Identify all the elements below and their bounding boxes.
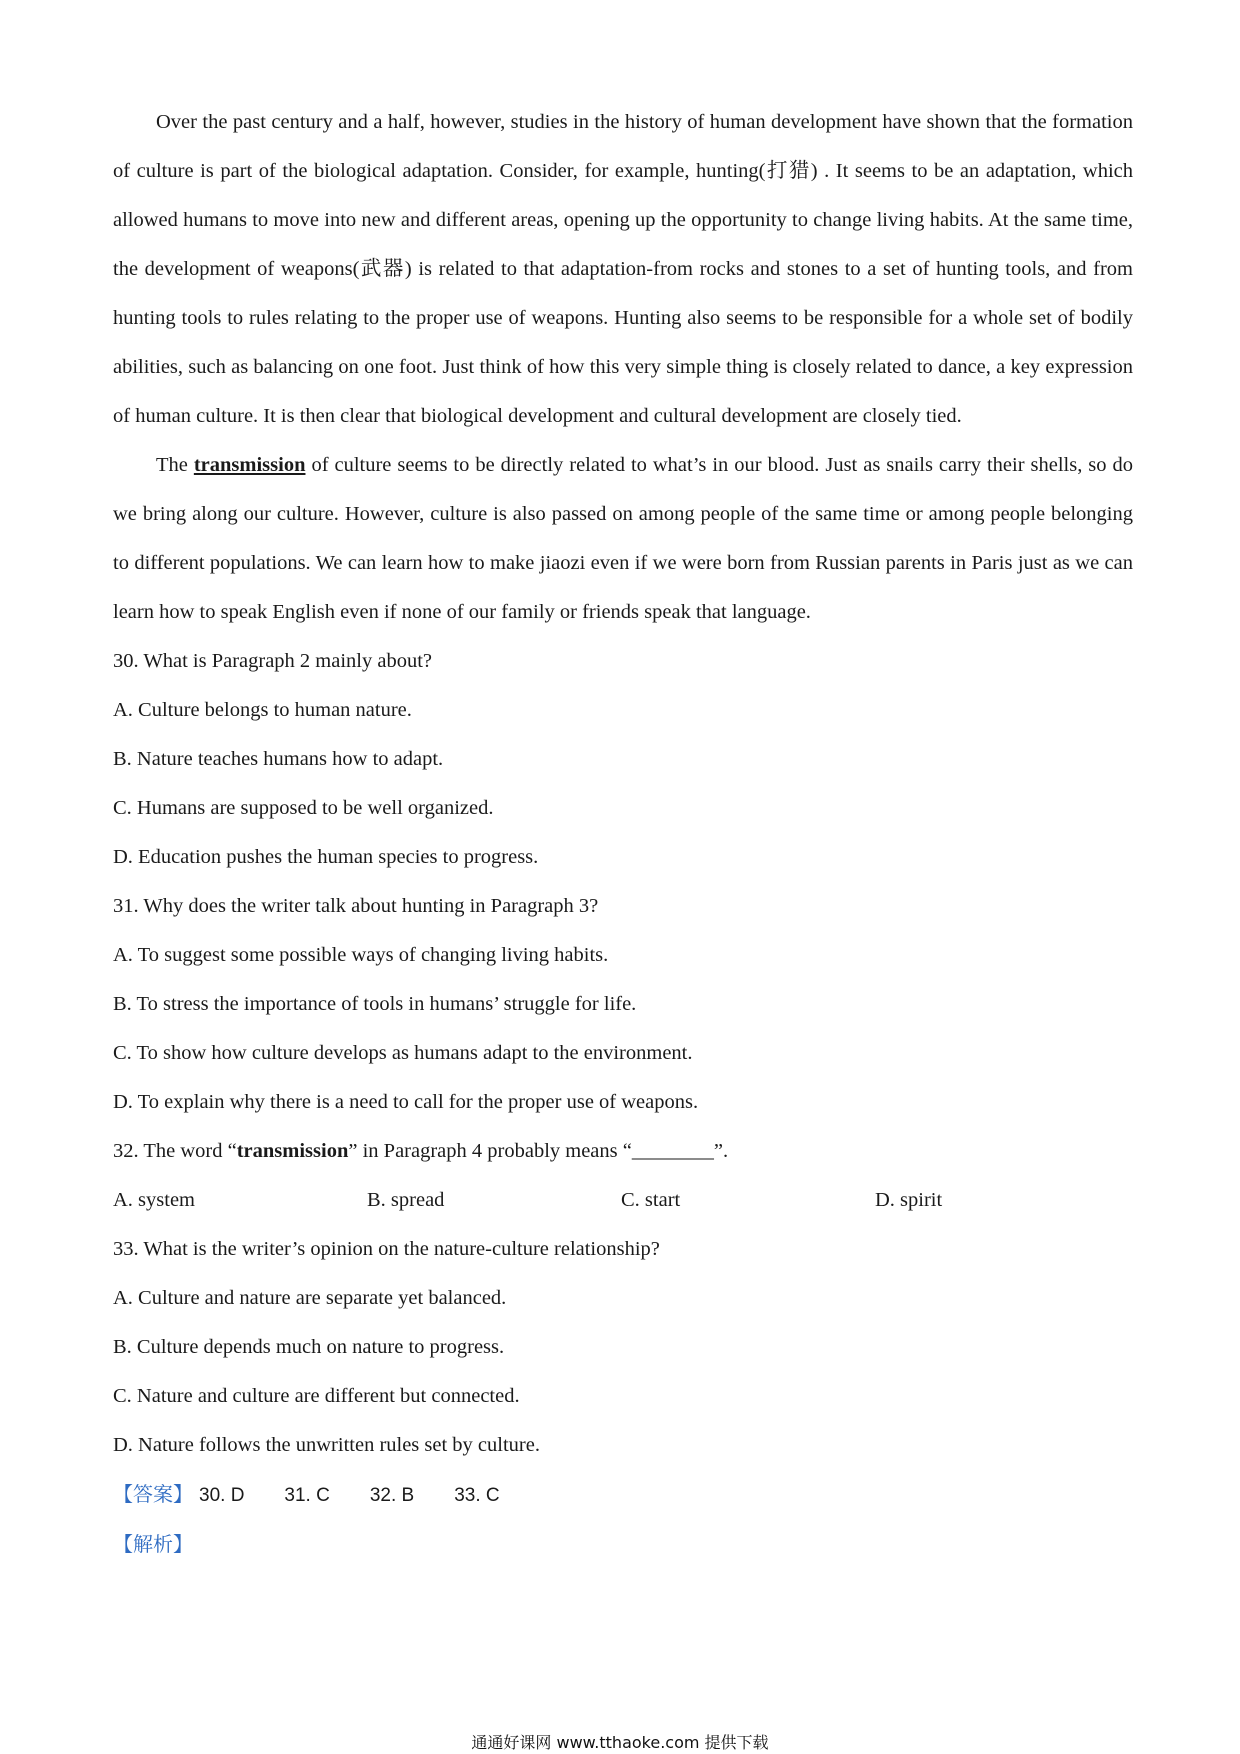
paragraph-3: Over the past century and a half, however, studies in the history of human development have shown that the formation of culture is part of the biological adaptation. Consider, for example, hunting(打猎) . It seems to be an adaptation, which allowed humans to move into new and different areas, opening up the opportunity to change living habits. At the same time, the development of weapons(武器) is related to that adaptation-from rocks and stones to a set of hunting tools, and from hunting tools to rules relating to the proper use of weapons. Hunting also seems to be responsible for a whole set of bodily abilities, such as balancing on one foot. Just think of how this very simple thing is closely related to dance, a key expression of human culture. It is then clear that biological development and cultural development are closely tied.	[113, 111, 1133, 427]
option-d: D. spirit	[875, 1189, 943, 1211]
paragraph-4-rest: of culture seems to be directly related to what’s in our blood. Just as snails carry their shells, so do we bring along our culture. However, culture is also passed on among people of the same time or among people belonging to different populations. We can learn how to make jiaozi even if we were born from Russian parents in Paris just as we can learn how to speak English even if none of our family or friends speak that language.	[113, 454, 1133, 623]
answer-item: 31. C	[284, 1485, 330, 1506]
question-30	[113, 637, 1133, 882]
question-33	[113, 1225, 1133, 1470]
paragraph-4-start: The	[156, 454, 194, 476]
option-c: C. To show how culture develops as humans adapt to the environment.	[113, 1042, 693, 1064]
option-a: A. To suggest some possible ways of changing living habits.	[113, 944, 609, 966]
page-footer: 通通好课网 www.tthaoke.com 提供下载	[471, 1733, 769, 1752]
answer-key	[113, 1470, 1133, 1520]
option-b: B. To stress the importance of tools in humans’ struggle for life.	[113, 993, 637, 1015]
paragraph-4	[113, 441, 1133, 637]
option-a: A. Culture and nature are separate yet balanced.	[113, 1287, 507, 1309]
question-31	[113, 882, 1133, 1127]
answer-item: 32. B	[369, 1485, 415, 1506]
option-b: B. spread	[367, 1189, 445, 1211]
option-a: A. Culture belongs to human nature.	[113, 699, 412, 721]
keyword-transmission: transmission	[193, 454, 306, 476]
question-title-end: ” in Paragraph 4 probably means “________”.	[348, 1140, 729, 1162]
options-row	[113, 1176, 1133, 1225]
option-c: C. Humans are supposed to be well organized.	[113, 797, 494, 819]
option-b: B. Culture depends much on nature to progress.	[113, 1336, 505, 1358]
option-b: B. Nature teaches humans how to adapt.	[113, 748, 444, 770]
analysis-label: 【解析】	[113, 1532, 193, 1556]
option-d: D. Nature follows the unwritten rules set by culture.	[113, 1434, 540, 1456]
question-keyword: transmission	[236, 1140, 349, 1162]
question-title: 33. What is the writer’s opinion on the nature-culture relationship?	[113, 1238, 660, 1260]
question-title: 31. Why does the writer talk about hunting in Paragraph 3?	[113, 895, 599, 917]
option-d: D. Education pushes the human species to progress.	[113, 846, 539, 868]
answer-label: 【答案】	[113, 1482, 193, 1506]
question-title: 30. What is Paragraph 2 mainly about?	[113, 650, 433, 672]
question-32	[113, 1127, 1133, 1225]
option-c: C. Nature and culture are different but connected.	[113, 1385, 520, 1407]
document-page	[113, 98, 1133, 1569]
question-title	[113, 1127, 1133, 1176]
answer-item: 30. D	[199, 1485, 245, 1506]
answer-item: 33. C	[454, 1485, 500, 1506]
analysis-section	[113, 1520, 1133, 1569]
option-a: A. system	[113, 1189, 195, 1211]
question-title-start: 32. The word “	[113, 1140, 237, 1162]
option-d: D. To explain why there is a need to call for the proper use of weapons.	[113, 1091, 699, 1113]
option-c: C. start	[621, 1189, 681, 1211]
